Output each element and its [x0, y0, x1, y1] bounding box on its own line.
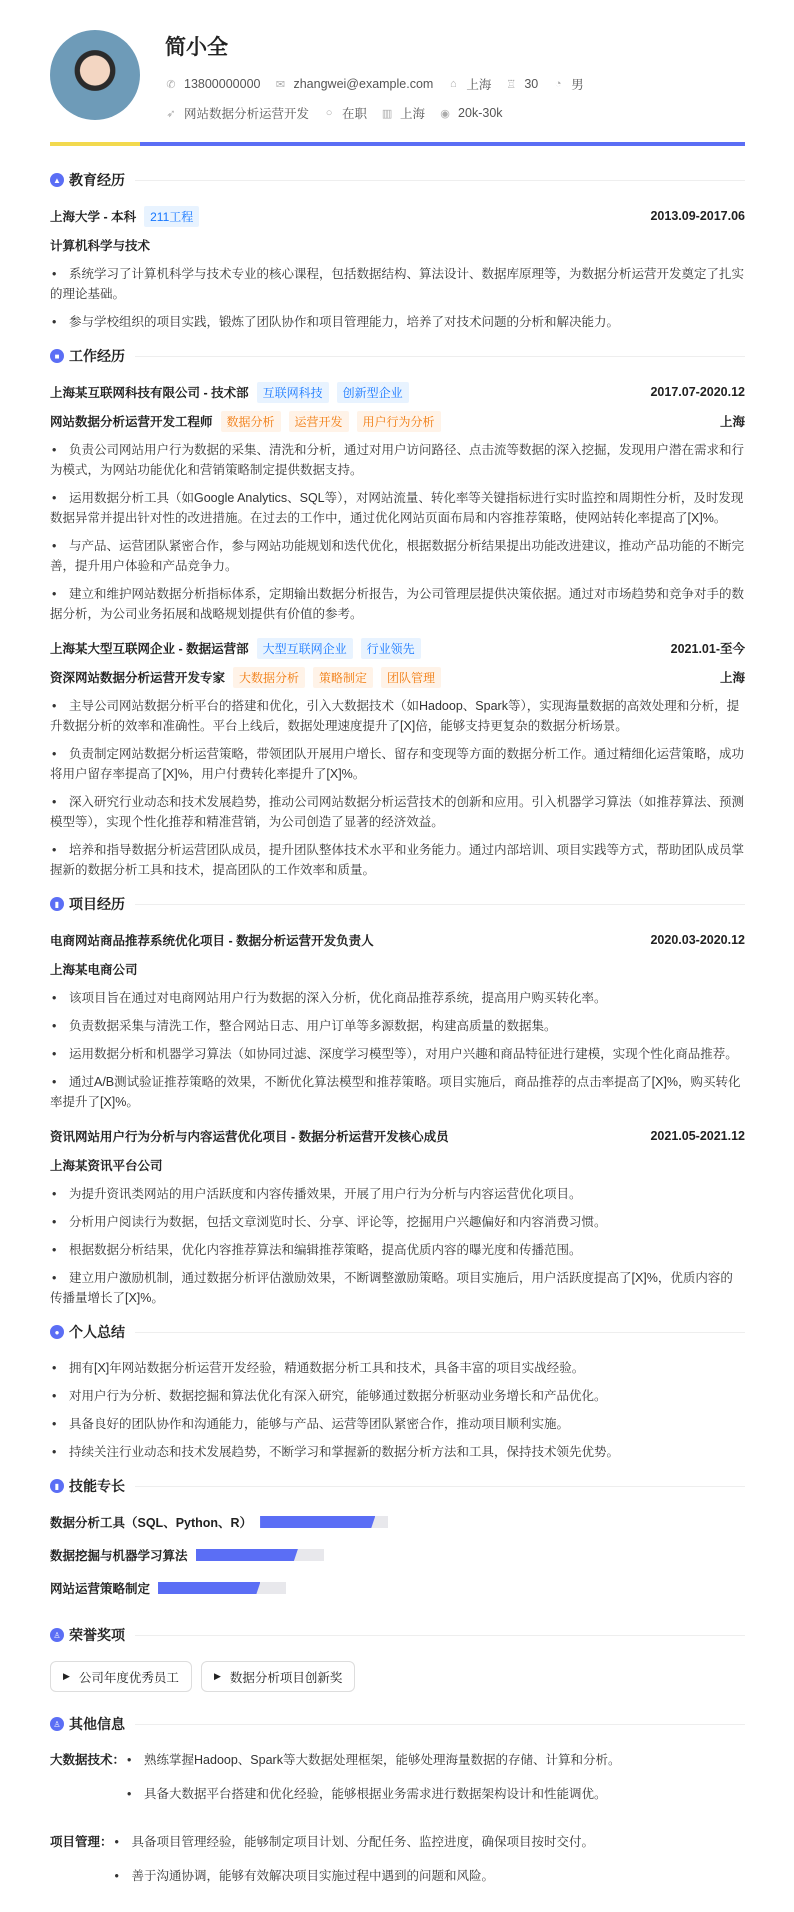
award-item[interactable] — [201, 1661, 355, 1692]
skills-section — [50, 1476, 745, 1611]
company-tag: 创新型企业 — [337, 382, 409, 403]
gender: 男 — [571, 78, 584, 92]
section-title: 个人总结 — [69, 1324, 125, 1340]
education-section — [50, 170, 745, 332]
list-item: • 系统学习了计算机科学与技术专业的核心课程，包括数据结构、算法设计、数据库原理等，为数据分析运营开发奠定了扎实的理论基础。 — [50, 264, 745, 304]
skill-tag: 数据分析 — [221, 411, 281, 432]
list-item: • 参与学校组织的项目实践，锻炼了团队协作和项目管理能力，培养了对技术问题的分析和解决能力。 — [50, 312, 745, 332]
candidate-name: 简小全 — [165, 36, 228, 59]
bar-chart-icon: ▮ — [50, 1479, 64, 1493]
section-title: 荣誉奖项 — [69, 1627, 125, 1643]
project-entry — [50, 930, 745, 1112]
caret-right-icon: ▶ — [213, 1671, 221, 1681]
project-name: 电商网站商品推荐系统优化项目 - 数据分析运营开发负责人 — [50, 934, 374, 948]
header-divider — [50, 142, 745, 146]
award-icon: ♙ — [50, 1628, 64, 1642]
building-icon: ▥ — [381, 107, 393, 120]
award-item[interactable] — [50, 1661, 192, 1692]
location: 上海 — [466, 78, 492, 92]
mail-icon: ✉ — [275, 78, 286, 91]
major: 计算机科学与技术 — [50, 239, 151, 253]
summary-section — [50, 1322, 745, 1462]
skill-tag: 用户行为分析 — [357, 411, 441, 432]
list-item: • 培养和指导数据分析运营团队成员，提升团队整体技术水平和业务能力。通过内部培训、项目实践等方式，帮助团队成员掌握新的数据分析工具和技术，提高团队的工作效率和质量。 — [50, 840, 745, 880]
list-item: • 主导公司网站数据分析平台的搭建和优化，引入大数据技术（如Hadoop、Spark等），实现海量数据的高效处理和分析，提升数据分析的效率和准确性。平台上线后，数据处理速度提升了[X]倍，能够支持更复杂的数据分析场景。 — [50, 696, 745, 736]
work-section — [50, 346, 745, 880]
list-item: • 拥有[X]年网站数据分析运营开发经验，精通数据分析工具和技术，具备丰富的项目实战经验。 — [50, 1358, 745, 1378]
chart-icon: ▮ — [50, 897, 64, 911]
gender-icon: ◔ — [554, 78, 562, 90]
skill-tag: 策略制定 — [313, 667, 373, 688]
skill-tag: 运营开发 — [289, 411, 349, 432]
other-section — [50, 1714, 745, 1900]
target-job: 网站数据分析运营开发 — [184, 107, 310, 121]
job-city: 上海 — [719, 671, 745, 685]
skill-level-bar — [260, 1516, 388, 1528]
list-item: • 与产品、运营团队紧密合作，参与网站功能规划和迭代优化，根据数据分析结果提出功能改进建议，推动产品功能的不断完善，提升用户体验和产品竞争力。 — [50, 536, 745, 576]
skill-tag: 团队管理 — [381, 667, 441, 688]
school-tag: 211工程 — [144, 206, 199, 227]
skill-name: 数据分析工具（SQL、Python、R） — [50, 1516, 253, 1530]
skill-name: 网站运营策略制定 — [50, 1582, 151, 1596]
skill-level-bar — [196, 1549, 324, 1561]
resume-header — [50, 0, 745, 142]
caret-right-icon: ▶ — [63, 1671, 70, 1681]
age: 30 — [524, 77, 539, 91]
skill-level-fill — [260, 1516, 375, 1528]
edu-date: 2013.09-2017.06 — [650, 209, 745, 223]
cake-icon: ♖ — [506, 78, 517, 91]
avatar — [50, 30, 140, 120]
project-name: 资讯网站用户行为分析与内容运营优化项目 - 数据分析运营开发核心成员 — [50, 1130, 449, 1144]
job-entry — [50, 382, 745, 624]
skill-level-fill — [158, 1582, 260, 1594]
home-icon: ⌂ — [450, 78, 457, 90]
list-item: • 深入研究行业动态和技术发展趋势，推动公司网站数据分析运营技术的创新和应用。引入机器学习算法（如推荐算法、预测模型等），实现个性化推荐和精准营销，为公司创造了显著的经济效益。 — [50, 792, 745, 832]
job-date: 2021.01-至今 — [670, 642, 745, 656]
list-item: • 善于沟通协调，能够有效解决项目实施过程中遇到的问题和风险。 — [113, 1866, 745, 1886]
list-item: • 具备项目管理经验，能够制定项目计划、分配任务、监控进度，确保项目按时交付。 — [113, 1832, 745, 1852]
other-label: 项目管理： — [50, 1835, 113, 1849]
list-item: • 通过A/B测试验证推荐策略的效果，不断优化算法模型和推荐策略。项目实施后，商品推荐的点击率提高了[X]%，购买转化率提升了[X]%。 — [50, 1072, 745, 1112]
list-item: • 运用数据分析和机器学习算法（如协同过滤、深度学习模型等），对用户兴趣和商品特征进行建模，实现个性化商品推荐。 — [50, 1044, 745, 1064]
skill-level-bar — [158, 1582, 286, 1594]
company: 上海某互联网科技有限公司 - 技术部 — [50, 386, 249, 400]
list-item: • 为提升资讯类网站的用户活跃度和内容传播效果，开展了用户行为分析与内容运营优化项目。 — [50, 1184, 745, 1204]
awards-section — [50, 1625, 745, 1692]
role: 资深网站数据分析运营开发专家 — [50, 671, 226, 685]
list-item: • 持续关注行业动态和技术发展趋势，不断学习和掌握新的数据分析方法和工具，保持技术领先优势。 — [50, 1442, 745, 1462]
project-company: 上海某电商公司 — [50, 963, 138, 977]
send-icon: ➶ — [166, 107, 176, 120]
skill-item — [50, 1578, 405, 1598]
list-item: • 负责公司网站用户行为数据的采集、清洗和分析，通过对用户访问路径、点击流等数据的深入挖掘，发现用户潜在需求和行为模式，为网站功能优化和营销策略制定提供数据支持。 — [50, 440, 745, 480]
skill-item — [50, 1545, 405, 1565]
list-item: • 具备良好的团队协作和沟通能力，能够与产品、运营等团队紧密合作，推动项目顺利实施。 — [50, 1414, 745, 1434]
list-item: • 根据数据分析结果，优化内容推荐算法和编辑推荐策略，提高优质内容的曝光度和传播范围。 — [50, 1240, 745, 1260]
project-date: 2020.03-2020.12 — [650, 933, 745, 947]
graduation-icon: ▲ — [50, 173, 64, 187]
list-item: • 分析用户阅读行为数据，包括文章浏览时长、分享、评论等，挖掘用户兴趣偏好和内容消费习惯。 — [50, 1212, 745, 1232]
user-icon: ● — [50, 1325, 64, 1339]
project-company: 上海某资讯平台公司 — [50, 1159, 163, 1173]
job-status: 在职 — [342, 107, 368, 121]
project-entry — [50, 1126, 745, 1308]
job-city: 上海 — [719, 415, 745, 429]
list-item: • 建立和维护网站数据分析指标体系，定期输出数据分析报告，为公司管理层提供决策依据。通过对市场趋势和竞争对手的数据分析，为公司业务拓展和战略规划提供有价值的参考。 — [50, 584, 745, 624]
phone-icon: ✆ — [166, 78, 176, 91]
target-city: 上海 — [400, 107, 426, 121]
section-title: 工作经历 — [69, 348, 125, 364]
job-entry — [50, 638, 745, 880]
job-date: 2017.07-2020.12 — [650, 385, 745, 399]
skill-level-fill — [196, 1549, 298, 1561]
school: 上海大学 - 本科 — [50, 210, 137, 224]
project-date: 2021.05-2021.12 — [650, 1129, 745, 1143]
salary: 20k-30k — [458, 106, 503, 120]
skill-tag: 大数据分析 — [233, 667, 305, 688]
list-item: • 建立用户激励机制，通过数据分析评估激励效果，不断调整激励策略。项目实施后，用户活跃度提高了[X]%，优质内容的传播量增长了[X]%。 — [50, 1268, 745, 1308]
salary-icon: ◉ — [440, 107, 450, 120]
company-tag: 互联网科技 — [257, 382, 329, 403]
list-item: • 该项目旨在通过对电商网站用户行为数据的深入分析，优化商品推荐系统，提高用户购买转化率。 — [50, 988, 745, 1008]
section-title: 项目经历 — [69, 896, 125, 912]
info-icon: ♙ — [50, 1717, 64, 1731]
phone: 13800000000 — [184, 77, 261, 91]
section-title: 其他信息 — [69, 1716, 125, 1732]
list-item: • 负责制定网站数据分析运营策略，带领团队开展用户增长、留存和变现等方面的数据分析工作。通过精细化运营策略，成功将用户留存率提高了[X]%，用户付费转化率提升了[X]%。 — [50, 744, 745, 784]
list-item: • 具备大数据平台搭建和优化经验，能够根据业务需求进行数据架构设计和性能调优。 — [125, 1784, 745, 1804]
list-item: • 对用户行为分析、数据挖掘和算法优化有深入研究，能够通过数据分析驱动业务增长和产品优化。 — [50, 1386, 745, 1406]
email: zhangwei@example.com — [293, 77, 434, 91]
skill-name: 数据挖掘与机器学习算法 — [50, 1549, 188, 1563]
award-label: 数据分析项目创新奖 — [229, 1670, 343, 1685]
company-tag: 大型互联网企业 — [257, 638, 353, 659]
status-icon: ○ — [325, 107, 333, 119]
section-title: 技能专长 — [69, 1478, 125, 1494]
projects-section — [50, 894, 745, 1308]
briefcase-icon: ■ — [50, 349, 64, 363]
other-label: 大数据技术： — [50, 1753, 126, 1767]
list-item: • 负责数据采集与清洗工作，整合网站日志、用户订单等多源数据，构建高质量的数据集。 — [50, 1016, 745, 1036]
company: 上海某大型互联网企业 - 数据运营部 — [50, 642, 249, 656]
role: 网站数据分析运营开发工程师 — [50, 415, 213, 429]
section-title: 教育经历 — [69, 172, 125, 188]
company-tag: 行业领先 — [361, 638, 421, 659]
award-label: 公司年度优秀员工 — [78, 1670, 179, 1685]
skill-item — [50, 1512, 406, 1532]
list-item: • 运用数据分析工具（如Google Analytics、SQL等），对网站流量、转化率等关键指标进行实时监控和周期性分析，及时发现数据异常并提出针对性的改进措施。在过去的工作中，通过优化网站页面布局和内容推荐策略，使网站转化率提高了[X]%。 — [50, 488, 745, 528]
list-item: • 熟练掌握Hadoop、Spark等大数据处理框架，能够处理海量数据的存储、计算和分析。 — [125, 1750, 745, 1770]
